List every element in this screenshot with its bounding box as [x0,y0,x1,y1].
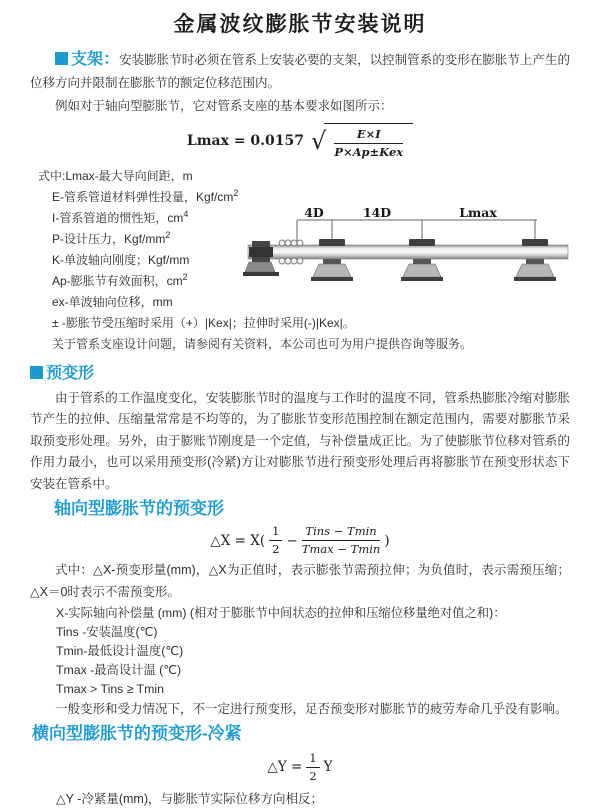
variable-line: X-实际轴向补偿量 (mm) (相对于膨胀节中间状态的拉伸和压缩位移量绝对值之和)： [56,606,506,621]
definition-row: P-设计压力，Kgf/$mm^2$ [52,229,171,246]
temperature-fraction [302,524,381,557]
definition-row: K-单波轴向刚度；Kgf/mm [52,252,190,267]
dim-label-14d: 14D [362,208,392,220]
support-example-line: 例如对于轴向型膨胀节，它对管系支座的基本要求如图所示： [55,99,393,113]
section-bullet-icon [30,366,43,379]
definition-row: 式中:Lmax-最大导向间距，m [38,168,193,183]
document-page [0,12,600,806]
variable-line: Tmax -最高设计温 (℃) [56,663,182,678]
support-intro-text: 安装膨胀节时必须在管系上安装必要的支架，以控制管系的变形在膨胀节上产生的位移方向并限制在膨胀节的额定位移范围内。 [30,53,570,90]
dim-label-lmax: Lmax [459,208,497,220]
support-closing-line: 关于管系支座设计问题，请参阅有关资料，本公司也可为用户提供咨询等服务。 [52,336,473,351]
lmax-formula [30,123,570,160]
definition-row: Ap-膨胀节有效面积，$cm^2$ [52,271,188,288]
sqrt-radical [311,123,413,160]
lateral-formula-rhs: Y [323,759,333,776]
section-bullet-icon [55,52,68,65]
variable-line: Tmin-最低设计温度(℃) [56,644,184,659]
sqrt-fraction [334,127,403,160]
minus-sign: − [286,532,298,549]
variable-line: Tmax > Tins ≥ Tmin [56,682,164,697]
axial-subheading: 轴向型膨胀节的预变形 [54,499,224,519]
fraction-denominator: Tmax − Tmin [301,542,381,557]
support-intro-paragraph [30,48,570,95]
definition-row: E-管系管道材料弹性投量，Kgf/$cm^2$ [52,187,239,204]
lateral-explain-line: △Y -冷紧量(mm)，与膨胀节实际位移方向相反； [56,791,324,806]
formula-definitions [30,164,570,332]
lateral-formula [30,751,570,784]
predeform-section-heading-row [30,365,570,383]
definition-row: I-管系管道的惯性矩，$cm^4$ [52,208,189,225]
fraction-denominator: P×Ap±Kex [334,144,404,159]
fraction-numerator: 1 [306,751,319,768]
lateral-formula-lhs: △Y = [267,759,303,776]
axial-explain-paragraph: 式中：△X-预变形量(mm)，△X为正值时，表示膨张节需预拉伸；为负值时，表示需预压缩；△X＝0时表示不需预变形。 [30,563,570,599]
lmax-formula-lhs: Lmax = 0.0157 [186,133,305,150]
axial-note-line: 一般变形和受力情况下，不一定进行预变形，足否预变形对膨胀节的疲劳寿命几乎没有影响。 [55,702,568,717]
half-fraction [269,524,282,557]
axial-formula [30,524,570,557]
dim-label-4d: 4D [304,208,324,220]
fraction-denominator: 2 [272,542,280,557]
sqrt-sign-icon: √ [311,127,327,156]
axial-formula-lhs: △X = X( [210,532,266,549]
axial-formula-rhs: ) [384,532,390,549]
support-section-heading: 支架： [71,51,120,68]
page-title: 金属波纹膨胀节安装说明 [173,13,427,36]
fraction-numerator: Tins − Tmin [302,524,381,541]
fraction-numerator: 1 [269,524,282,541]
definition-row: ± -膨胀节受压缩时采用（+）|Kex|；拉伸时采用(-)|Kex|。 [52,315,355,330]
fraction-numerator: E×I [334,127,403,144]
variable-line: Tins -安装温度(℃) [56,625,158,640]
fraction-denominator: 2 [309,768,317,783]
predeform-section-heading: 预变形 [46,364,95,382]
predeform-body-paragraph: 由于管系的工作温度变化，安装膨胀节时的温度与工作时的温度不同，管系热膨胀冷缩对膨胀节产生的拉伸、压缩量常常是不均等的，为了膨胀节变形范围控制在额定范围内，需要对膨胀节采取预变形处理。另外，由于膨账节刚度是一个定值，与补偿量成正比。为了使膨胀节位移对管系的作用力最小，也可以采用预变形(冷紧)方让对膨胀节进行预变形处理后再将膨胀节在预变形状态下安装在管系中。 [30,390,570,491]
sqrt-body [324,123,413,160]
axial-variable-lines [30,604,570,699]
lateral-subheading: 横向型膨胀节的预变形-冷紧 [32,723,242,743]
definition-row: ex-单波轴向位移，mm [52,294,173,309]
half-fraction [306,751,319,784]
